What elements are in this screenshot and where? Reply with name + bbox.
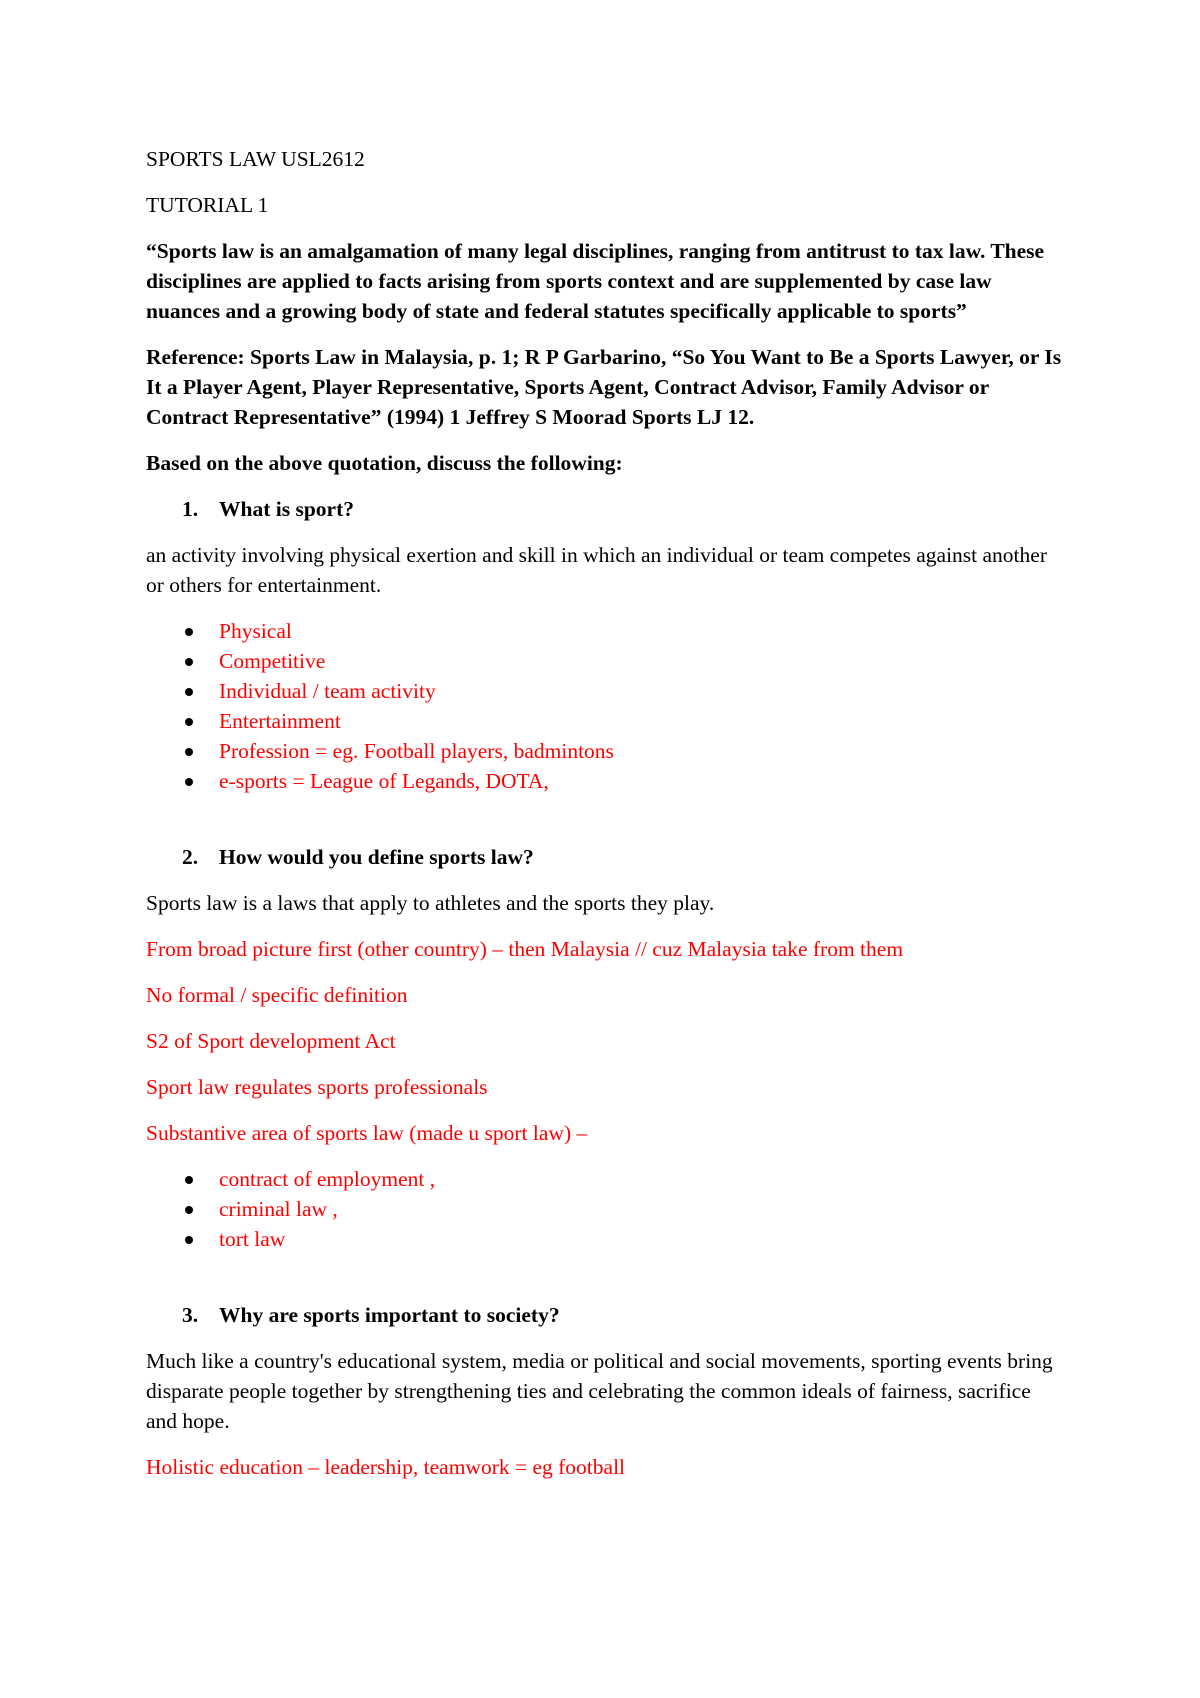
question-1 bbox=[146, 494, 1066, 524]
answer-1: an activity involving physical exertion and skill in which an individual or team competes against another or others for entertainment. bbox=[146, 543, 1047, 597]
bullet-icon bbox=[185, 718, 193, 726]
list-item: tort law bbox=[146, 1224, 1066, 1254]
question-3 bbox=[146, 1300, 1066, 1330]
bullet-icon bbox=[185, 1236, 193, 1244]
question-number: 1. bbox=[182, 497, 199, 521]
question-2 bbox=[146, 842, 1066, 872]
bullet-icon bbox=[185, 1206, 193, 1214]
list-item: e-sports = League of Legands, DOTA, bbox=[146, 766, 1066, 796]
question-text: What is sport? bbox=[219, 497, 354, 521]
list-item: criminal law , bbox=[146, 1194, 1066, 1224]
question-text: Why are sports important to society? bbox=[219, 1303, 560, 1327]
answer-2: Sports law is a laws that apply to athletes and the sports they play. bbox=[146, 891, 715, 915]
instruction: Based on the above quotation, discuss the following: bbox=[146, 451, 623, 475]
document-body bbox=[146, 144, 1066, 1498]
question-number: 3. bbox=[182, 1303, 199, 1327]
bullet-icon bbox=[185, 748, 193, 756]
answer-3: Much like a country's educational system, media or political and social movements, sporting events bring disparate people together by strengthening ties and celebrating the common ideals of fairness, sacrifice and hope. bbox=[146, 1349, 1053, 1433]
bullet-icon bbox=[185, 688, 193, 696]
note: Holistic education – leadership, teamwork = eg football bbox=[146, 1455, 626, 1479]
answer-2-bullets bbox=[146, 1164, 1066, 1254]
blank-line bbox=[146, 812, 1066, 842]
blank-line bbox=[146, 1270, 1066, 1300]
list-item: Individual / team activity bbox=[146, 676, 1066, 706]
quotation: “Sports law is an amalgamation of many legal disciplines, ranging from antitrust to tax law. These disciplines are applied to facts arising from sports context and are supplemented by case law nuances and a growing body of state and federal statutes specifically applicable to sports” bbox=[146, 239, 1045, 323]
bullet-icon bbox=[185, 628, 193, 636]
list-item: Entertainment bbox=[146, 706, 1066, 736]
note: No formal / specific definition bbox=[146, 983, 408, 1007]
note: From broad picture first (other country) – then Malaysia // cuz Malaysia take from them bbox=[146, 937, 904, 961]
note: Substantive area of sports law (made u sport law) – bbox=[146, 1121, 588, 1145]
tutorial-title: TUTORIAL 1 bbox=[146, 193, 269, 217]
bullet-icon bbox=[185, 1176, 193, 1184]
course-title: SPORTS LAW USL2612 bbox=[146, 147, 365, 171]
list-item: Profession = eg. Football players, badmintons bbox=[146, 736, 1066, 766]
question-text: How would you define sports law? bbox=[219, 845, 534, 869]
question-number: 2. bbox=[182, 845, 199, 869]
list-item: Physical bbox=[146, 616, 1066, 646]
note: Sport law regulates sports professionals bbox=[146, 1075, 488, 1099]
note: S2 of Sport development Act bbox=[146, 1029, 396, 1053]
list-item: contract of employment , bbox=[146, 1164, 1066, 1194]
bullet-icon bbox=[185, 778, 193, 786]
reference: Reference: Sports Law in Malaysia, p. 1; R P Garbarino, “So You Want to Be a Sports Lawyer, or Is It a Player Agent, Player Representative, Sports Agent, Contract Advisor, Family Advisor or Contract Representative” (1994) 1 Jeffrey S Moorad Sports LJ 12. bbox=[146, 345, 1062, 429]
bullet-icon bbox=[185, 658, 193, 666]
list-item: Competitive bbox=[146, 646, 1066, 676]
answer-1-bullets bbox=[146, 616, 1066, 796]
